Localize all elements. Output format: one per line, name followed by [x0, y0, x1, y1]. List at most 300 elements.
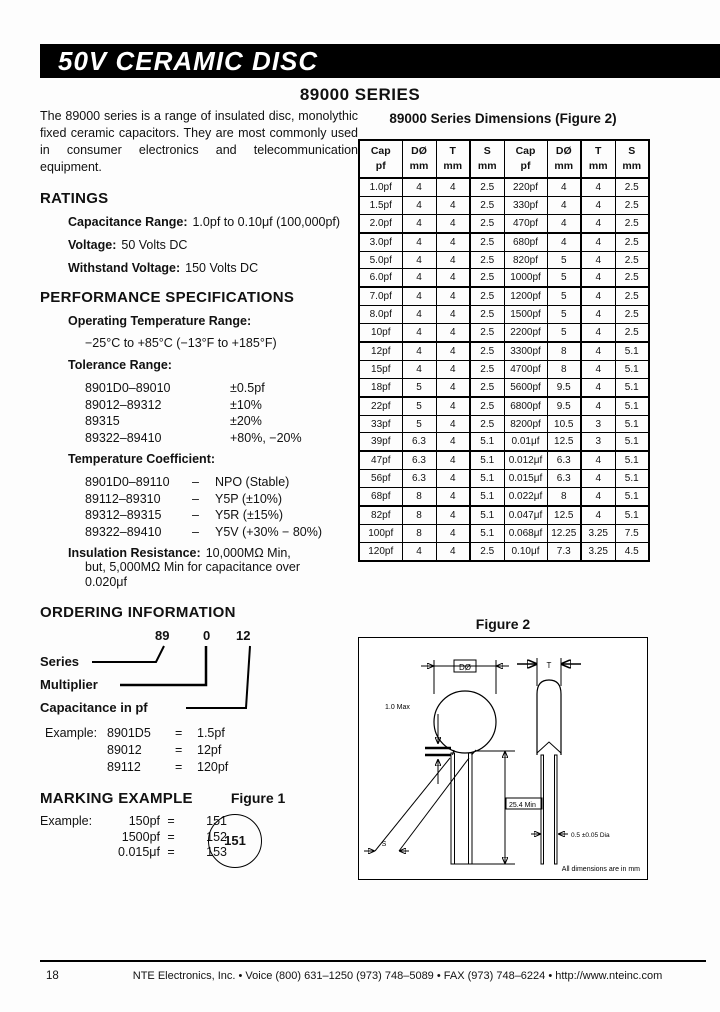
equals-sign: = [167, 845, 175, 859]
dim-table-row [359, 306, 649, 324]
dimensions-heading: 89000 Series Dimensions (Figure 2) [389, 111, 617, 126]
dim-table-row [359, 397, 649, 415]
dim-table-cell: 22pf [359, 397, 402, 415]
header-bar [40, 44, 720, 78]
page-number: 18 [46, 970, 59, 982]
dimensions-table-body [359, 178, 649, 561]
disc-body-side [537, 680, 561, 755]
dim-table-cell: 4 [436, 451, 470, 469]
figure1-disc-drawing [208, 814, 262, 868]
dim-table-cell: 120pf [359, 542, 402, 560]
dim-table-row [359, 251, 649, 269]
dim-table-cell: 4 [436, 306, 470, 324]
ordering-diagram [40, 629, 358, 725]
dim-table-cell: 4 [581, 506, 615, 524]
ratings-heading: RATINGS [40, 190, 109, 207]
ordering-example-value: 1.5pf [197, 726, 225, 740]
dim-table-cell: 6800pf [504, 397, 547, 415]
dim-table-cell: 0.068μf [504, 524, 547, 542]
dim-column-header: T mm [581, 140, 615, 178]
rating-label: Withstand Voltage: [68, 261, 181, 275]
dim-table-row [359, 451, 649, 469]
marking-example-label: Example: [40, 814, 93, 828]
dim-table-cell: 4.5 [615, 542, 649, 560]
dim-table-cell: 9.5 [547, 378, 581, 396]
dim-table-cell: 5.1 [615, 488, 649, 506]
dim-table-cell: 220pf [504, 178, 547, 196]
equals-sign: = [167, 814, 175, 828]
dim-table-cell: 0.047μf [504, 506, 547, 524]
tolerance-value: ±20% [230, 414, 262, 428]
dim-table-cell: 5 [547, 287, 581, 305]
dim-table-cell: 4 [581, 233, 615, 251]
insulation-value-1: 10,000MΩ Min, [205, 546, 291, 560]
dim-table-cell: 8 [402, 506, 436, 524]
dim-table-cell: 4 [436, 324, 470, 342]
side-lead-right [555, 755, 558, 864]
marking-examples [40, 814, 358, 861]
dim-table-cell: 4 [581, 451, 615, 469]
dim-table-cell: 82pf [359, 506, 402, 524]
dim-table-cell: 7.5 [615, 524, 649, 542]
dim-table-cell: 2.5 [470, 196, 504, 214]
temp-coeff-row [85, 491, 358, 508]
dim-table-cell: 4 [436, 524, 470, 542]
dim-table-cell: 4 [436, 178, 470, 196]
disc-body-front [434, 691, 496, 753]
dim-table-cell: 2.5 [470, 378, 504, 396]
ordering-examples [45, 725, 358, 776]
dim-table-cell: 7.3 [547, 542, 581, 560]
code-digit-capacitance: 12 [236, 628, 251, 643]
temp-coeff-row [85, 524, 358, 541]
rating-item-voltage [68, 238, 358, 252]
dim-table-cell: 12pf [359, 342, 402, 360]
lead-dia-label: 0.5 ±0.05 Dia [571, 831, 610, 839]
dim-table-cell: 3 [581, 415, 615, 433]
tolerance-value: +80%, −20% [230, 430, 302, 445]
tolerance-row [85, 397, 358, 414]
dim-table-cell: 4 [436, 196, 470, 214]
dim-table-cell: 6.3 [547, 451, 581, 469]
ordering-heading: ORDERING INFORMATION [40, 604, 236, 621]
dim-table-cell: 2.5 [470, 251, 504, 269]
rating-label: Voltage: [68, 238, 117, 252]
ordering-example-value: 120pf [197, 760, 229, 774]
dim-table-cell: 2.5 [615, 251, 649, 269]
ordering-label-multiplier: Multiplier [40, 677, 98, 692]
dim-table-cell: 4 [547, 233, 581, 251]
dim-table-cell: 6.0pf [359, 269, 402, 287]
dim-table-cell: 5.1 [615, 451, 649, 469]
dim-table-cell: 100pf [359, 524, 402, 542]
dim-table-cell: 5.1 [615, 470, 649, 488]
dim-table-cell: 5 [547, 251, 581, 269]
dim-table-cell: 5 [402, 415, 436, 433]
dim-table-cell: 4 [436, 470, 470, 488]
temp-coeff-list [40, 474, 358, 540]
dim-table-cell: 5.1 [615, 506, 649, 524]
dim-table-cell: 4 [402, 324, 436, 342]
t-dimension-label: T [546, 660, 552, 670]
dim-table-cell: 2.0pf [359, 214, 402, 232]
dim-table-cell: 4 [581, 342, 615, 360]
figure2-drawing [359, 638, 647, 877]
dim-table-cell: 5.0pf [359, 251, 402, 269]
insulation-item [68, 546, 358, 560]
code-digit-multiplier: 0 [203, 628, 211, 643]
dim-table-cell: 5 [547, 269, 581, 287]
dim-table-cell: 0.10μf [504, 542, 547, 560]
figure2-title: Figure 2 [475, 615, 531, 632]
dim-table-cell: 6.3 [547, 470, 581, 488]
dim-table-cell: 4 [436, 269, 470, 287]
dim-table-cell: 39pf [359, 433, 402, 451]
dim-table-row [359, 360, 649, 378]
insulation-value-2: but, 5,000MΩ Min for capacitance over [85, 560, 301, 574]
tc-value: Y5V (+30% − 80%) [215, 524, 323, 539]
product-title: 50V CERAMIC DISC [58, 45, 319, 76]
dim-table-cell: 2.5 [615, 233, 649, 251]
dim-table-cell: 15pf [359, 360, 402, 378]
dim-column-header: Cap pf [504, 140, 547, 178]
dim-table-row [359, 378, 649, 396]
dim-table-cell: 4 [436, 287, 470, 305]
equals-sign: = [167, 829, 175, 844]
dim-table-cell: 4 [581, 196, 615, 214]
marking-cap: 0.015μf [118, 845, 160, 859]
dim-table-row [359, 506, 649, 524]
dim-table-cell: 2.5 [615, 196, 649, 214]
dim-table-cell: 2.5 [470, 178, 504, 196]
dim-table-cell: 3.25 [581, 524, 615, 542]
series-description: The 89000 series is a range of insulated disc, monolythic fixed ceramic capacitors. They are most commonly used in consumer electronics and telecommunication equipment. [40, 109, 358, 174]
dim-table-cell: 820pf [504, 251, 547, 269]
equals-sign: = [175, 743, 183, 757]
dim-table-cell: 680pf [504, 233, 547, 251]
dim-table-row [359, 342, 649, 360]
dim-table-cell: 4 [581, 269, 615, 287]
dim-table-cell: 470pf [504, 214, 547, 232]
tolerance-range: 89012–89312 [85, 397, 162, 412]
figure1-label: Figure 1 [230, 790, 286, 806]
dimensions-table-head [359, 140, 649, 178]
ordering-example-code: 8901D5 [107, 726, 151, 740]
marking-body [40, 814, 358, 880]
dim-table-cell: 2.5 [615, 287, 649, 305]
dim-table-cell: 3.0pf [359, 233, 402, 251]
dim-table-row [359, 524, 649, 542]
footer-text: NTE Electronics, Inc. • Voice (800) 631–1250 (973) 748–5089 • FAX (973) 748–6224 • http://www.nteinc.com [132, 970, 663, 982]
dim-table-row [359, 415, 649, 433]
dim-table-cell: 5.1 [470, 433, 504, 451]
dim-table-cell: 4 [436, 360, 470, 378]
dim-table-cell: 18pf [359, 378, 402, 396]
tc-range: 89112–89310 [85, 491, 161, 506]
marking-cap: 150pf [128, 814, 160, 828]
lead-length-dimension-label: 25.4 Min [509, 801, 536, 809]
dim-table-cell: 4 [581, 214, 615, 232]
dim-table-cell: 2.5 [470, 415, 504, 433]
dim-column-header: DØ mm [402, 140, 436, 178]
dim-table-cell: 4 [547, 178, 581, 196]
dim-table-cell: 4 [436, 378, 470, 396]
dim-table-cell: 5.1 [470, 488, 504, 506]
disc-marking-text: 151 [224, 833, 246, 848]
dim-table-row [359, 287, 649, 305]
temp-coeff-label: Temperature Coefficient: [68, 452, 216, 466]
dim-table-cell: 4 [402, 233, 436, 251]
dim-table-cell: 2.5 [470, 233, 504, 251]
seating-dimension-label: 1.0 Max [385, 703, 410, 711]
dim-table-cell: 1500pf [504, 306, 547, 324]
dim-table-cell: 5 [547, 306, 581, 324]
tolerance-row [85, 430, 358, 447]
dim-column-header: S mm [615, 140, 649, 178]
dim-table-cell: 0.022μf [504, 488, 547, 506]
marking-code: 151 [206, 814, 227, 828]
tc-range: 89322–89410 [85, 524, 162, 539]
ordering-label-series: Series [40, 654, 80, 669]
tc-range: 8901D0–89110 [85, 475, 170, 489]
dim-table-cell: 2.5 [470, 542, 504, 560]
dim-table-cell: 4700pf [504, 360, 547, 378]
dim-table-cell: 6.3 [402, 470, 436, 488]
dim-table-cell: 5 [547, 324, 581, 342]
dim-table-cell: 4 [402, 542, 436, 560]
dim-table-cell: 10.5 [547, 415, 581, 433]
tolerance-range: 89322–89410 [85, 430, 162, 445]
dim-table-row [359, 470, 649, 488]
tc-value: Y5R (±15%) [215, 508, 283, 522]
right-column [358, 111, 648, 880]
dim-table-cell: 4 [436, 214, 470, 232]
op-temp-label: Operating Temperature Range: [68, 314, 252, 328]
dim-table-cell: 33pf [359, 415, 402, 433]
dim-table-row [359, 433, 649, 451]
dim-table-cell: 4 [547, 196, 581, 214]
dimensions-note: All dimensions are in mm [561, 865, 640, 873]
tc-dash: – [192, 491, 199, 506]
tolerance-row [85, 380, 358, 397]
do-dimension-label: DØ [459, 662, 471, 672]
tc-value: Y5P (±10%) [215, 491, 283, 506]
dim-table-cell: 2.5 [615, 178, 649, 196]
dim-table-row [359, 542, 649, 560]
dim-table-cell: 4 [402, 342, 436, 360]
dim-table-cell: 5 [402, 397, 436, 415]
dim-table-cell: 4 [402, 360, 436, 378]
dim-table-cell: 4 [581, 324, 615, 342]
spacing-dimension-label: S [381, 840, 387, 848]
dim-table-cell: 4 [436, 251, 470, 269]
dim-table-cell: 4 [581, 470, 615, 488]
dim-table-cell: 0.015μf [504, 470, 547, 488]
dim-table-cell: 3.25 [581, 542, 615, 560]
dim-table-cell: 5.1 [470, 451, 504, 469]
dim-table-cell: 4 [436, 233, 470, 251]
dim-table-cell: 2.5 [470, 306, 504, 324]
code-digit-series: 89 [155, 628, 170, 643]
dim-table-cell: 12.5 [547, 433, 581, 451]
dim-table-row [359, 488, 649, 506]
ordering-label-capacitance: Capacitance in pf [40, 700, 148, 715]
rating-value: 150 Volts DC [185, 261, 259, 275]
dim-column-header: S mm [470, 140, 504, 178]
dim-table-cell: 4 [581, 360, 615, 378]
dim-table-cell: 8 [402, 524, 436, 542]
tc-range: 89312–89315 [85, 508, 162, 522]
equals-sign: = [175, 760, 183, 774]
dim-table-cell: 5.1 [470, 524, 504, 542]
dim-table-cell: 2.5 [470, 342, 504, 360]
dim-table-cell: 2.5 [470, 324, 504, 342]
dim-table-cell: 8 [547, 342, 581, 360]
performance-heading: PERFORMANCE SPECIFICATIONS [40, 289, 295, 306]
dim-table-cell: 4 [402, 251, 436, 269]
dim-column-header: T mm [436, 140, 470, 178]
tolerance-range: 8901D0–89010 [85, 381, 171, 395]
tolerance-label: Tolerance Range: [68, 358, 172, 372]
dim-table-cell: 4 [402, 196, 436, 214]
dim-table-cell: 8 [547, 488, 581, 506]
rating-item-capacitance [68, 215, 358, 229]
ordering-example-code: 89112 [107, 760, 141, 774]
dim-table-cell: 330pf [504, 196, 547, 214]
dim-table-cell: 12.5 [547, 506, 581, 524]
dim-table-cell: 56pf [359, 470, 402, 488]
dim-table-cell: 4 [436, 397, 470, 415]
dim-table-cell: 2.5 [615, 269, 649, 287]
dim-table-cell: 2.5 [615, 324, 649, 342]
figure2-box [358, 637, 648, 880]
dim-table-row [359, 214, 649, 232]
dim-table-cell: 4 [581, 178, 615, 196]
tc-value: NPO (Stable) [215, 475, 290, 489]
dim-table-cell: 5.1 [615, 342, 649, 360]
dim-table-cell: 47pf [359, 451, 402, 469]
tolerance-row [85, 413, 358, 430]
dim-table-cell: 68pf [359, 488, 402, 506]
rating-item-withstand [68, 261, 358, 275]
dim-table-cell: 4 [436, 488, 470, 506]
dim-table-cell: 4 [547, 214, 581, 232]
dim-table-cell: 8200pf [504, 415, 547, 433]
dim-table-cell: 2.5 [470, 360, 504, 378]
ordering-example-code: 89012 [107, 743, 142, 757]
rating-value: 50 Volts DC [121, 238, 188, 252]
ordering-example-label: Example: [45, 726, 98, 740]
marking-cap: 1500pf [121, 829, 160, 844]
dim-table-cell: 4 [581, 251, 615, 269]
dim-table-cell: 1.5pf [359, 196, 402, 214]
marking-heading: MARKING EXAMPLE [40, 790, 193, 807]
left-column [40, 108, 358, 880]
dim-table-cell: 4 [581, 306, 615, 324]
dim-table-cell: 4 [436, 542, 470, 560]
dim-table-cell: 2.5 [470, 269, 504, 287]
dimensions-table [358, 139, 650, 562]
dim-table-row [359, 269, 649, 287]
tc-dash: – [192, 475, 199, 489]
dim-table-cell: 0.012μf [504, 451, 547, 469]
lead-right [469, 753, 473, 864]
lead-left [451, 753, 455, 864]
dim-table-cell: 6.3 [402, 433, 436, 451]
dim-table-cell: 9.5 [547, 397, 581, 415]
tolerance-value: ±0.5pf [230, 381, 265, 395]
dim-table-cell: 5.1 [470, 470, 504, 488]
dim-table-cell: 5.1 [615, 378, 649, 396]
dim-table-cell: 1.0pf [359, 178, 402, 196]
dim-table-cell: 3300pf [504, 342, 547, 360]
dim-table-cell: 2.5 [615, 214, 649, 232]
dim-table-cell: 1200pf [504, 287, 547, 305]
dim-table-cell: 2.5 [470, 397, 504, 415]
equals-sign: = [175, 726, 183, 740]
dim-table-cell: 5.1 [615, 433, 649, 451]
marking-header [40, 776, 358, 814]
dim-table-cell: 5.1 [470, 506, 504, 524]
dim-table-cell: 2.5 [470, 287, 504, 305]
dim-table-cell: 6.3 [402, 451, 436, 469]
dim-table-cell: 4 [581, 488, 615, 506]
rating-value: 1.0pf to 0.10μf (100,000pf) [192, 215, 341, 229]
footer-rule [40, 960, 706, 962]
dim-table-cell: 4 [436, 415, 470, 433]
temp-coeff-row [85, 507, 358, 524]
dim-table-cell: 5.1 [615, 415, 649, 433]
dim-table-cell: 5.1 [615, 397, 649, 415]
dim-column-header: DØ mm [547, 140, 581, 178]
op-temp-value: −25°C to +85°C (−13°F to +185°F) [85, 336, 277, 350]
dim-table-cell: 4 [402, 178, 436, 196]
dim-table-cell: 5600pf [504, 378, 547, 396]
dim-table-row [359, 178, 649, 196]
dim-table-cell: 1000pf [504, 269, 547, 287]
dim-table-cell: 8.0pf [359, 306, 402, 324]
tolerance-value: ±10% [230, 397, 262, 412]
ordering-example-value: 12pf [197, 743, 222, 757]
dim-column-header: Cap pf [359, 140, 402, 178]
dim-table-cell: 4 [436, 342, 470, 360]
dim-table-cell: 5 [402, 378, 436, 396]
dim-table-cell: 5.1 [615, 360, 649, 378]
tc-dash: – [192, 524, 199, 539]
dim-table-cell: 3 [581, 433, 615, 451]
dim-table-cell: 4 [436, 506, 470, 524]
dim-header-row [359, 140, 649, 178]
dim-table-cell: 0.01μf [504, 433, 547, 451]
tolerance-range: 89315 [85, 414, 120, 428]
dim-table-cell: 7.0pf [359, 287, 402, 305]
dim-table-cell: 4 [581, 397, 615, 415]
dim-table-cell: 2.5 [615, 306, 649, 324]
dim-table-cell: 4 [402, 306, 436, 324]
temp-coeff-row [85, 474, 358, 491]
dim-table-row [359, 324, 649, 342]
tolerance-list [40, 380, 358, 446]
dim-table-cell: 8 [547, 360, 581, 378]
dim-table-cell: 8 [402, 488, 436, 506]
dim-table-cell: 4 [402, 287, 436, 305]
dim-table-cell: 10pf [359, 324, 402, 342]
dim-table-cell: 2.5 [470, 214, 504, 232]
series-title: 89000 SERIES [299, 85, 421, 104]
tc-dash: – [192, 508, 199, 522]
insulation-value-3: 0.020μf [85, 575, 127, 589]
dim-table-cell: 4 [402, 214, 436, 232]
